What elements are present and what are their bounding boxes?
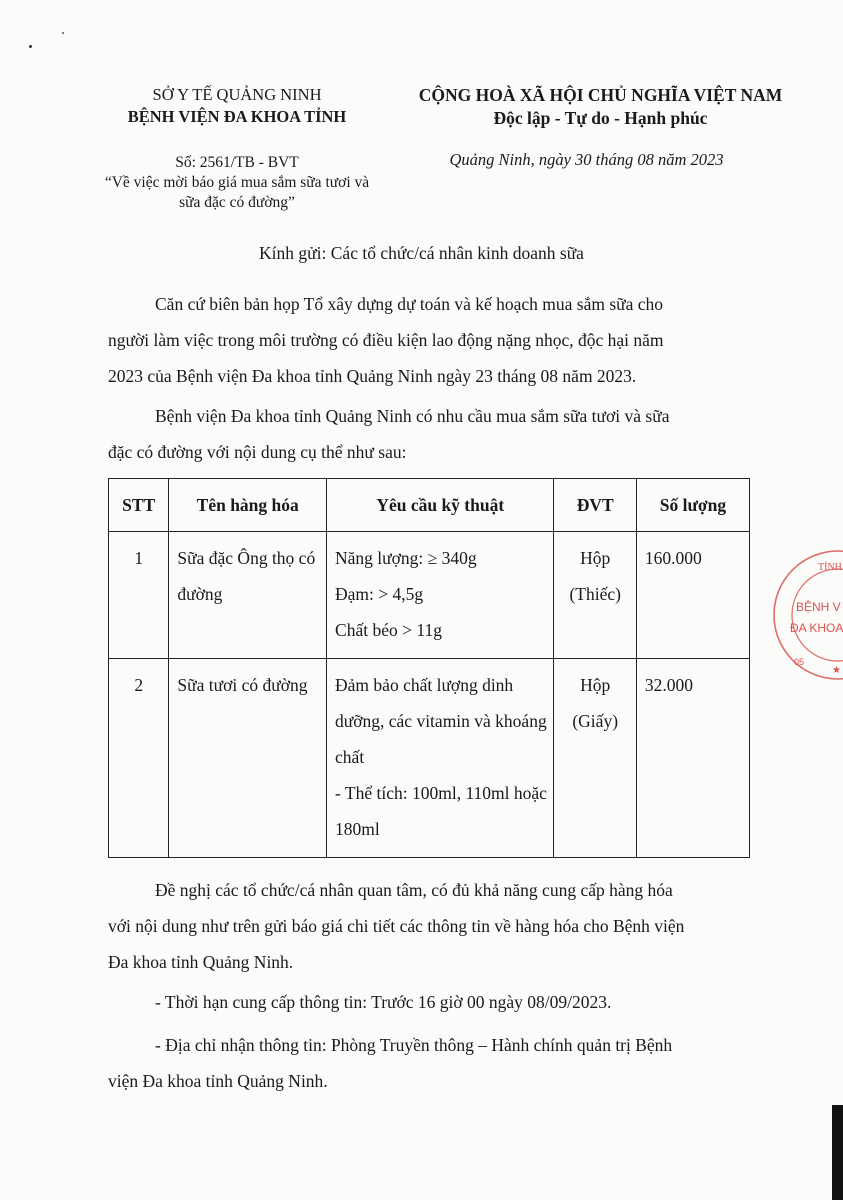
address-line: - Địa chỉ nhận thông tin: Phòng Truyền thông – Hành chính quản trị Bệnh <box>155 1035 673 1055</box>
column-header-unit: ĐVT <box>554 479 636 532</box>
row-quantity: 32.000 <box>636 659 749 858</box>
table-header-row <box>109 479 750 532</box>
organization-name: BỆNH VIỆN ĐA KHOA TỈNH <box>127 107 347 126</box>
requirement-line: Đảm bảo chất lượng dinh dưỡng, các vitamin và khoáng chất <box>335 675 547 767</box>
table-row <box>109 532 750 659</box>
parent-organization: SỞ Y TẾ QUẢNG NINH <box>152 85 322 104</box>
paragraph-line: đặc có đường với nội dung cụ thể như sau: <box>108 442 407 462</box>
deadline-line: - Thời hạn cung cấp thông tin: Trước 16 giờ 00 ngày 08/09/2023. <box>155 992 612 1012</box>
row-quantity: 160.000 <box>636 532 749 659</box>
unit-label: Hộp <box>580 548 611 568</box>
country-name: CỘNG HOÀ XÃ HỘI CHỦ NGHĨA VIỆT NAM <box>418 85 783 105</box>
stamp-top-text: TỈNH <box>818 562 842 573</box>
document-subject-line: “Về việc mời báo giá mua sắm sữa tươi và <box>104 174 370 191</box>
column-header-stt: STT <box>109 479 169 532</box>
requirement-line: Chất béo > 11g <box>335 620 442 640</box>
goods-table <box>108 478 750 858</box>
stamp-star-icon: ★ <box>832 665 841 676</box>
scan-speck <box>62 32 64 34</box>
row-unit <box>554 659 636 858</box>
requirement-line: Năng lượng: ≥ 340g <box>335 548 477 568</box>
document-reference <box>72 153 402 213</box>
unit-type: (Thiếc) <box>569 584 621 604</box>
paragraph-line: Bệnh viện Đa khoa tỉnh Quảng Ninh có nhu cầu mua sắm sữa tươi và sữa <box>155 406 670 426</box>
paragraph-line: Đa khoa tỉnh Quảng Ninh. <box>108 952 294 972</box>
paragraph-line: Căn cứ biên bản họp Tổ xây dựng dự toán và kế hoạch mua sắm sữa cho <box>155 294 664 314</box>
row-stt: 1 <box>109 532 169 659</box>
paragraph-line: người làm việc trong môi trường có điều kiện lao động nặng nhọc, độc hại năm <box>108 330 664 350</box>
hospital-stamp <box>760 548 843 683</box>
unit-type: (Giấy) <box>572 711 619 731</box>
scan-speck <box>29 45 32 48</box>
document-subject-line: sữa đặc có đường” <box>179 194 295 211</box>
requirement-line: Đạm: > 4,5g <box>335 584 424 604</box>
row-item-name: Sữa tươi có đường <box>169 659 327 858</box>
row-requirements <box>327 659 554 858</box>
stamp-inner-ring <box>792 569 843 661</box>
column-header-quantity: Số lượng <box>636 479 749 532</box>
national-motto: Độc lập - Tự do - Hạnh phúc <box>493 108 708 128</box>
address-line: viện Đa khoa tỉnh Quảng Ninh. <box>108 1071 328 1091</box>
column-header-name: Tên hàng hóa <box>169 479 327 532</box>
national-heading <box>378 84 823 130</box>
document-number: Số: 2561/TB - BVT <box>175 154 299 171</box>
stamp-line: ĐA KHOA <box>790 621 843 635</box>
greeting: Kính gửi: Các tổ chức/cá nhân kinh doanh sữa <box>259 243 584 263</box>
requirement-line: - Thể tích: 100ml, 110ml hoặc 180ml <box>335 783 547 839</box>
table-row <box>109 659 750 858</box>
paragraph-line: Đề nghị các tổ chức/cá nhân quan tâm, có đủ khả năng cung cấp hàng hóa <box>155 880 673 900</box>
issuing-organization <box>92 84 382 128</box>
paragraph-line: 2023 của Bệnh viện Đa khoa tỉnh Quảng Ninh ngày 23 tháng 08 năm 2023. <box>108 366 637 386</box>
column-header-requirements: Yêu cầu kỹ thuật <box>327 479 554 532</box>
stamp-line: BỆNH V <box>796 600 841 614</box>
row-unit <box>554 532 636 659</box>
document-date: Quảng Ninh, ngày 30 tháng 08 năm 2023 <box>449 150 724 169</box>
unit-label: Hộp <box>580 675 611 695</box>
paragraph-line: với nội dung như trên gửi báo giá chi tiết các thông tin về hàng hóa cho Bệnh viện <box>108 916 685 936</box>
stamp-bottom-text: 05 <box>794 657 805 667</box>
row-stt: 2 <box>109 659 169 858</box>
scan-edge-shadow <box>832 1105 843 1200</box>
row-requirements <box>327 532 554 659</box>
row-item-name: Sữa đặc Ông thọ có đường <box>169 532 327 659</box>
